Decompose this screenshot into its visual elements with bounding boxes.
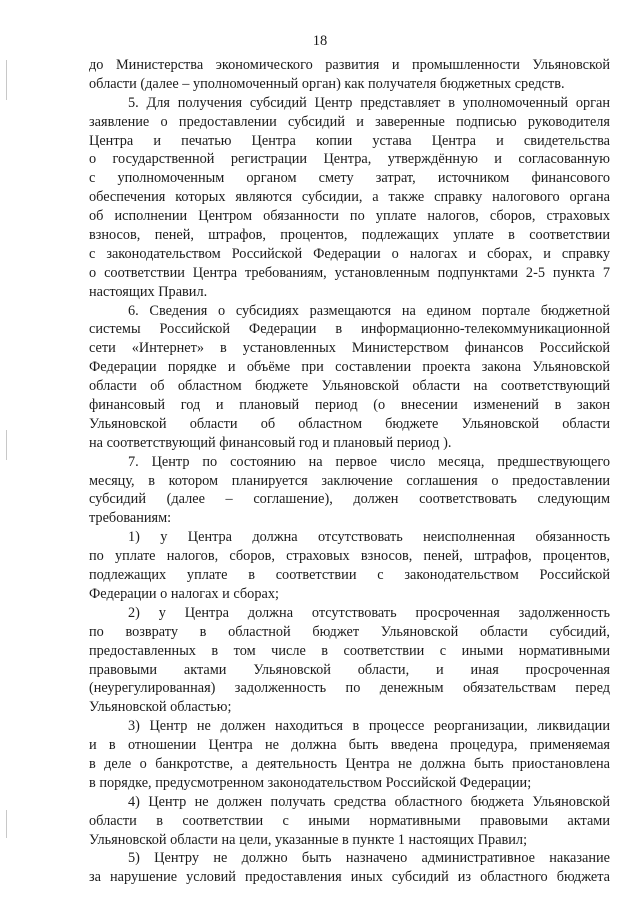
text-line: настоящих Правил. xyxy=(89,283,208,300)
text-line: области (далее – уполномоченный орган) как получателя бюджетных средств. xyxy=(89,75,565,92)
text-line: в деле о банкротстве, а деятельность Центра не должна быть приостановлена xyxy=(89,755,610,772)
text-line: Федерации порядке и объёме при составлении проекта закона Ульяновской xyxy=(89,359,610,376)
text-line: системы Российской Федерации в информационно-телекоммуникационной xyxy=(89,321,610,338)
text-line: с законодательством Российской Федерации о налогах и сборах, и справку xyxy=(89,245,610,262)
text-line: Ульяновской области на цели, указанные в пункте 1 настоящих Правил; xyxy=(89,831,528,848)
text-line: финансовый год и плановый период (о внесении изменений в закон xyxy=(89,397,610,414)
page-number: 18 xyxy=(312,33,328,49)
text-line: до Министерства экономического развития и промышленности Ульяновской xyxy=(89,57,610,73)
text-line: об исполнении Центром обязанности по уплате налогов, сборов, страховых xyxy=(89,208,610,225)
text-line: 7. Центр по состоянию на первое число месяца, предшествующего xyxy=(128,453,610,470)
text-line: предоставленных в том числе в соответствии с иными нормативными xyxy=(89,642,610,659)
text-line: обеспечения которых являются субсидии, а также справку налогового органа xyxy=(89,189,610,206)
text-line: о государственной регистрации Центра, утверждённую и согласованную xyxy=(89,151,610,168)
text-line: на соответствующий финансовый год и плановый период ). xyxy=(89,434,452,451)
text-line: Ульяновской областью; xyxy=(89,699,232,716)
text-line: по уплате налогов, сборов, страховых взносов, пеней, штрафов, процентов, xyxy=(89,548,610,565)
text-line: области об областном бюджете Ульяновской области на соответствующий xyxy=(89,378,610,395)
document-body xyxy=(89,56,610,887)
text-line: 5) Центру не должно быть назначено административное наказание xyxy=(128,850,610,867)
scan-margin-mark xyxy=(6,810,7,838)
text-line: 4) Центр не должен получать средства областного бюджета Ульяновской xyxy=(128,793,610,810)
text-line: 5. Для получения субсидий Центр представляет в уполномоченный орган xyxy=(128,94,610,111)
text-line: месяцу, в котором планируется заключение соглашения о предоставлении xyxy=(89,472,610,489)
text-line: (неурегулированная) задолженность по денежным обязательствам перед xyxy=(89,680,610,697)
text-line: по возврату в областной бюджет Ульяновской области субсидий, xyxy=(89,623,610,640)
text-line: субсидий (далее – соглашение), должен соответствовать следующим xyxy=(89,491,610,508)
text-line: взносов, пеней, штрафов, процентов, подлежащих уплате в соответствии xyxy=(89,227,610,244)
text-line: 6. Сведения о субсидиях размещаются на едином портале бюджетной xyxy=(128,302,610,319)
text-line: за нарушение условий предоставления иных субсидий из областного бюджета xyxy=(89,869,610,886)
text-line: 2) у Центра должна отсутствовать просроченная задолженность xyxy=(128,604,610,621)
text-line: правовыми актами Ульяновской области, и иная просроченная xyxy=(89,661,610,678)
text-line: и в отношении Центра не должна быть введена процедура, применяемая xyxy=(89,737,610,754)
text-line: Федерации о налогах и сборах; xyxy=(89,585,279,602)
scan-margin-mark xyxy=(6,60,7,100)
text-line: Центра и печатью Центра копии устава Центра и свидетельства xyxy=(89,132,610,149)
text-line: подлежащих уплате в соответствии с законодательством Российской xyxy=(89,567,610,584)
text-line: 3) Центр не должен находиться в процессе реорганизации, ликвидации xyxy=(128,718,610,735)
text-line: с уполномоченным органом смету затрат, источником финансового xyxy=(89,170,610,187)
text-line: сети «Интернет» в установленных Министерством финансов Российской xyxy=(89,340,610,357)
text-line: требованиям: xyxy=(89,510,172,527)
text-line: в порядке, предусмотренном законодательством Российской Федерации; xyxy=(89,774,532,791)
text-line: Ульяновской области об областном бюджете Ульяновской области xyxy=(89,415,610,432)
text-line: 1) у Центра должна отсутствовать неисполненная обязанность xyxy=(128,529,610,546)
scan-margin-mark xyxy=(6,430,7,460)
text-line: о соответствии Центра требованиям, установленным подпунктами 2-5 пункта 7 xyxy=(89,264,610,281)
text-line: заявление о предоставлении субсидий и заверенные подписью руководителя xyxy=(89,113,610,130)
text-line: области в соответствии с иными нормативными правовыми актами xyxy=(89,812,610,829)
